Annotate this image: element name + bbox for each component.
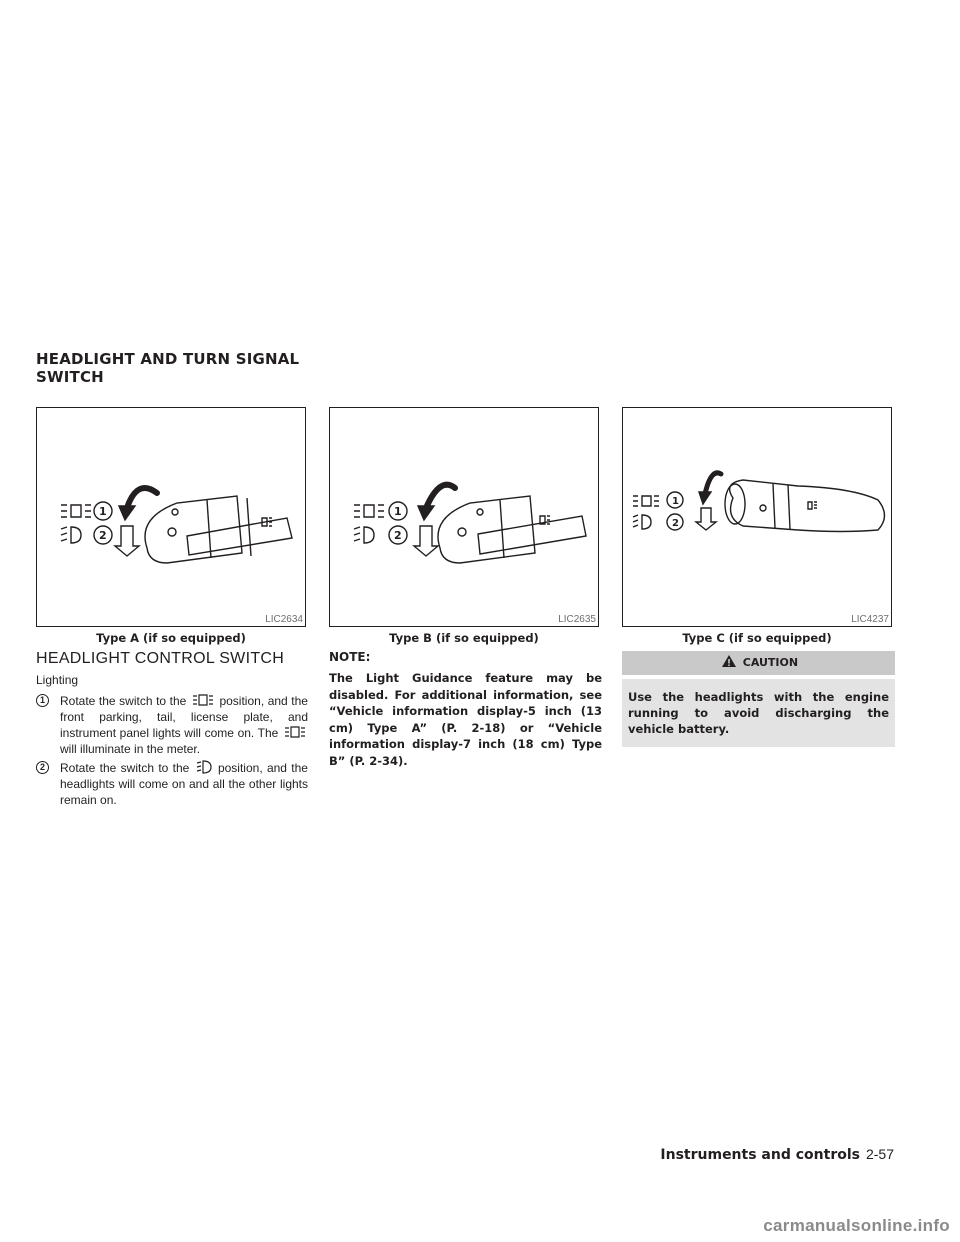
section-title-line2: SWITCH xyxy=(36,368,104,386)
list-item xyxy=(36,693,308,757)
section-title-line1: HEADLIGHT AND TURN SIGNAL xyxy=(36,350,300,368)
parking-light-icon xyxy=(284,725,306,739)
list-item xyxy=(36,760,308,808)
note-body: The Light Guidance feature may be disabled. For additional information, see “Vehicle information display-5 inch (13 cm) Type A” (P. 2-18) or “Vehicle information display-7 inch (18 cm) Type B” (P. 2-34). xyxy=(329,671,602,768)
item-number: 1 xyxy=(36,694,49,707)
caution-body: Use the headlights with the engine running to avoid discharging the vehicle battery. xyxy=(622,679,895,747)
caution-heading: CAUTION xyxy=(742,656,799,669)
parking-light-icon xyxy=(192,693,214,707)
item-text-a: Rotate the switch to the xyxy=(60,761,190,775)
item-text-a: Rotate the switch to the xyxy=(60,694,187,708)
figure-type-c xyxy=(622,407,892,627)
page-number: 2-57 xyxy=(865,1146,894,1162)
headlight-switch-illustration-b xyxy=(330,408,598,626)
footer-section-name: Instruments and controls xyxy=(660,1147,860,1163)
figure-code: LIC2634 xyxy=(265,614,303,625)
subheading-headlight-control-switch: HEADLIGHT CONTROL SWITCH xyxy=(36,650,285,667)
item-text-b: position, and the headlights will come on and all the other lights remain on. xyxy=(60,761,308,807)
watermark-text: carmanualsonline.info xyxy=(763,1216,950,1235)
svg-text:1: 1 xyxy=(99,505,107,518)
headlight-switch-illustration-c xyxy=(623,408,895,626)
caution-header xyxy=(622,651,895,675)
svg-text:1: 1 xyxy=(672,496,679,507)
figure-caption: Type A (if so equipped) xyxy=(96,631,246,645)
svg-text:1: 1 xyxy=(394,505,402,518)
svg-text:2: 2 xyxy=(672,518,679,529)
figure-caption: Type C (if so equipped) xyxy=(682,631,832,645)
page-footer xyxy=(660,1146,894,1163)
svg-text:2: 2 xyxy=(99,529,107,542)
minor-heading-lighting: Lighting xyxy=(36,673,79,687)
item-text-b: position, and the front parking, tail, license plate, and instrument panel lights will come on. The xyxy=(60,694,308,740)
item-number: 2 xyxy=(36,761,49,774)
figure-caption: Type B (if so equipped) xyxy=(389,631,539,645)
figure-code: LIC4237 xyxy=(851,614,889,625)
figure-code: LIC2635 xyxy=(558,614,596,625)
item-text xyxy=(60,760,308,808)
headlight-icon xyxy=(196,760,212,774)
item-text-c: will illuminate in the meter. xyxy=(60,742,201,756)
figure-type-a xyxy=(36,407,306,627)
headlight-switch-illustration-a xyxy=(37,408,305,626)
section-title xyxy=(36,350,299,386)
svg-text:2: 2 xyxy=(394,529,402,542)
item-text xyxy=(60,693,308,757)
warning-triangle-icon xyxy=(721,654,737,668)
caution-box xyxy=(622,651,895,747)
figure-type-b xyxy=(329,407,599,627)
note-heading: NOTE: xyxy=(329,650,371,664)
